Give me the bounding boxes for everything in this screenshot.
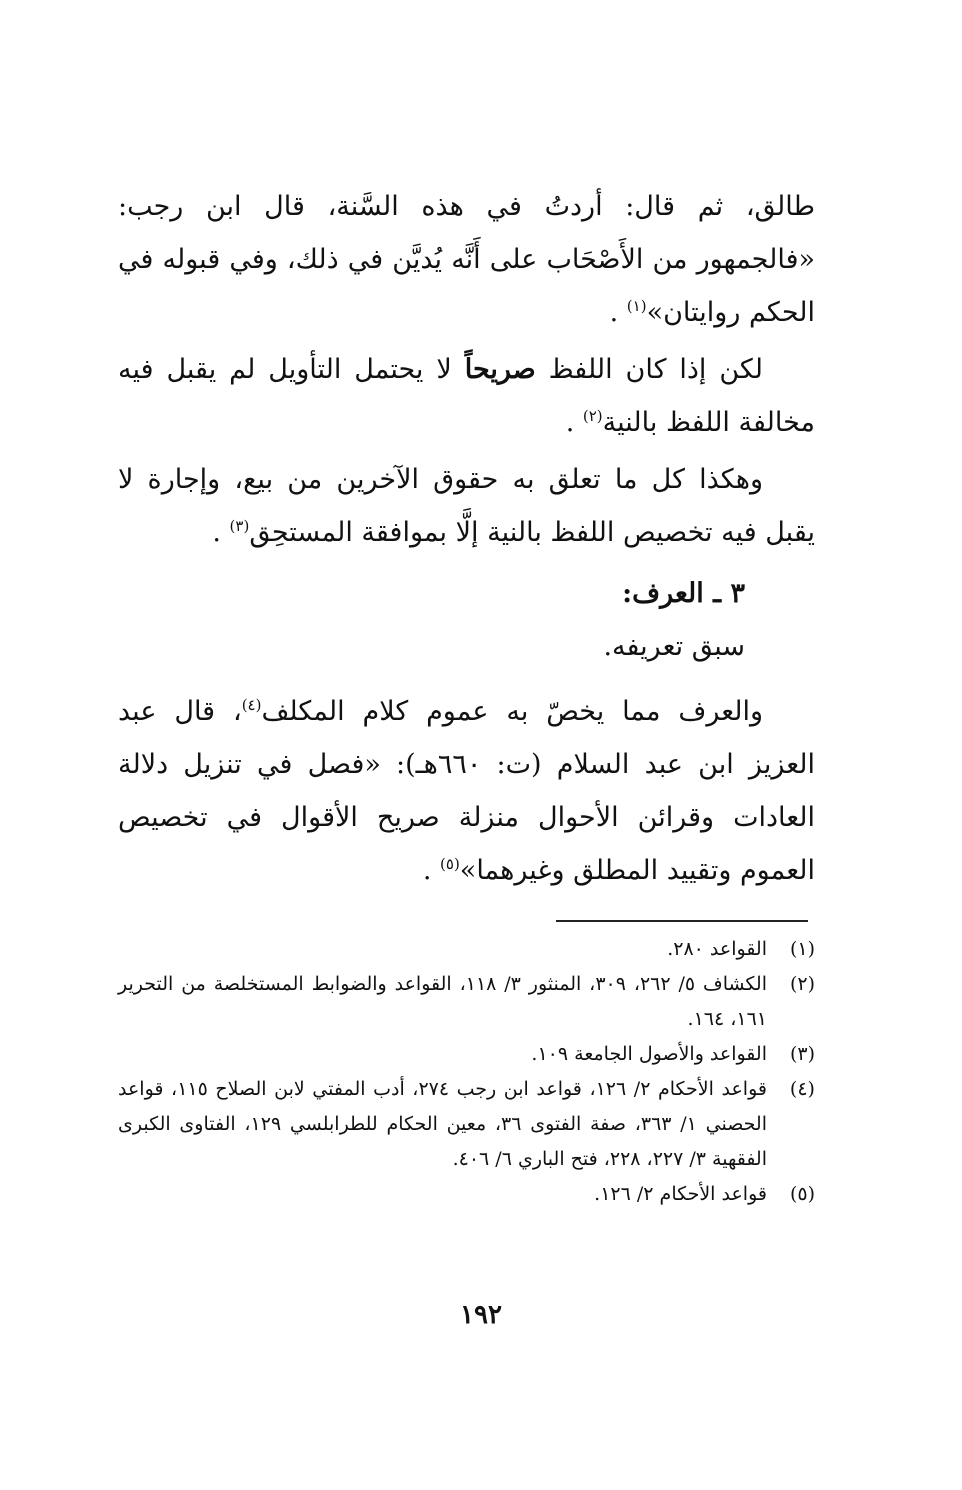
footnote-text: القواعد والأصول الجامعة ١٠٩. (531, 1043, 767, 1065)
main-text (118, 180, 815, 897)
section-heading: ٣ ـ العرف: (622, 578, 745, 609)
footnote-3 (118, 1037, 815, 1072)
footnote-number: (٣) (789, 1043, 815, 1065)
footnote-number: (٢) (789, 973, 815, 995)
paragraph-3 (118, 453, 815, 559)
paragraph-4 (118, 685, 815, 897)
footnote-divider (556, 920, 808, 922)
paragraph-2 (118, 343, 815, 449)
paragraph-4-text-a: والعرف مما يخصّ به عموم كلام المكلف (261, 696, 764, 727)
footnote-4 (118, 1072, 815, 1177)
paragraph-2-text-b: لا يحتمل التأويل لم يقبل فيه مخالفة اللفظ بالنية (118, 354, 815, 438)
footnote-ref-4: (٤) (241, 696, 262, 714)
footnote-number: (٥) (789, 1183, 815, 1205)
paragraph-3-text: وهكذا كل ما تعلق به حقوق الآخرين من بيع، وإجارة لا يقبل فيه تخصيص اللفظ بالنية إلَّا بموافقة المستحِق (118, 464, 815, 548)
footnote-ref-2: (٢) (582, 407, 603, 425)
footnote-number: (١) (789, 938, 815, 960)
paragraph-4-text-b: ، قال عبد العزيز ابن عبد السلام (ت: ٦٦٠هـ): «فصل في تنزيل دلالة العادات وقرائن الأحوال منزلة صريح الأقوال في تخصيص العموم وتقييد المطلق وغيرهما» (118, 696, 815, 886)
footnote-ref-3: (٣) (229, 517, 250, 535)
paragraph-1 (118, 180, 815, 339)
footnote-ref-1: (١) (626, 297, 647, 315)
footnote-number: (٤) (789, 1078, 815, 1100)
paragraph-2-end: . (565, 407, 575, 438)
paragraph-1-text: طالق، ثم قال: أردتُ في هذه السَّنة، قال ابن رجب: «فالجمهور من الأَصْحَاب على أَنَّه يُديَّن في ذلك، وفي قبوله في الحكم روايتان» (118, 191, 815, 328)
footnote-5 (118, 1177, 815, 1212)
footnote-2 (118, 967, 815, 1037)
page-number: ١٩٢ (460, 1300, 502, 1330)
footnote-text: القواعد ٢٨٠. (667, 938, 767, 960)
paragraph-2-text-a: لكن إذا كان اللفظ (548, 354, 764, 385)
paragraph-3-end: . (212, 517, 221, 548)
paragraph-2-emphasis: صريحاً (464, 354, 536, 385)
section-subtext: سبق تعريفه. (603, 631, 745, 662)
footnotes (118, 932, 815, 1212)
footnote-text: قواعد الأحكام ٢/ ١٢٦. (594, 1183, 767, 1205)
footnote-text: الكشاف ٥/ ٢٦٢، ٣٠٩، المنثور ٣/ ١١٨، القواعد والضوابط المستخلصة من التحرير ١٦١، ١٦٤. (118, 973, 767, 1030)
paragraph-1-end: . (609, 297, 619, 328)
footnote-text: قواعد الأحكام ٢/ ١٢٦، قواعد ابن رجب ٢٧٤، أدب المفتي لابن الصلاح ١١٥، قواعد الحصني ١/ ٣٦٣، صفة الفتوى ٣٦، معين الحكام للطرابلسي ١٢٩، الفتاوى الكبرى الفقهية ٣/ ٢٢٧، ٢٢٨، فتح الباري ٦/ ٤٠٦. (118, 1078, 768, 1170)
paragraph-4-end: . (422, 855, 432, 886)
footnote-ref-5: (٥) (440, 855, 460, 873)
footnote-1 (118, 932, 815, 967)
